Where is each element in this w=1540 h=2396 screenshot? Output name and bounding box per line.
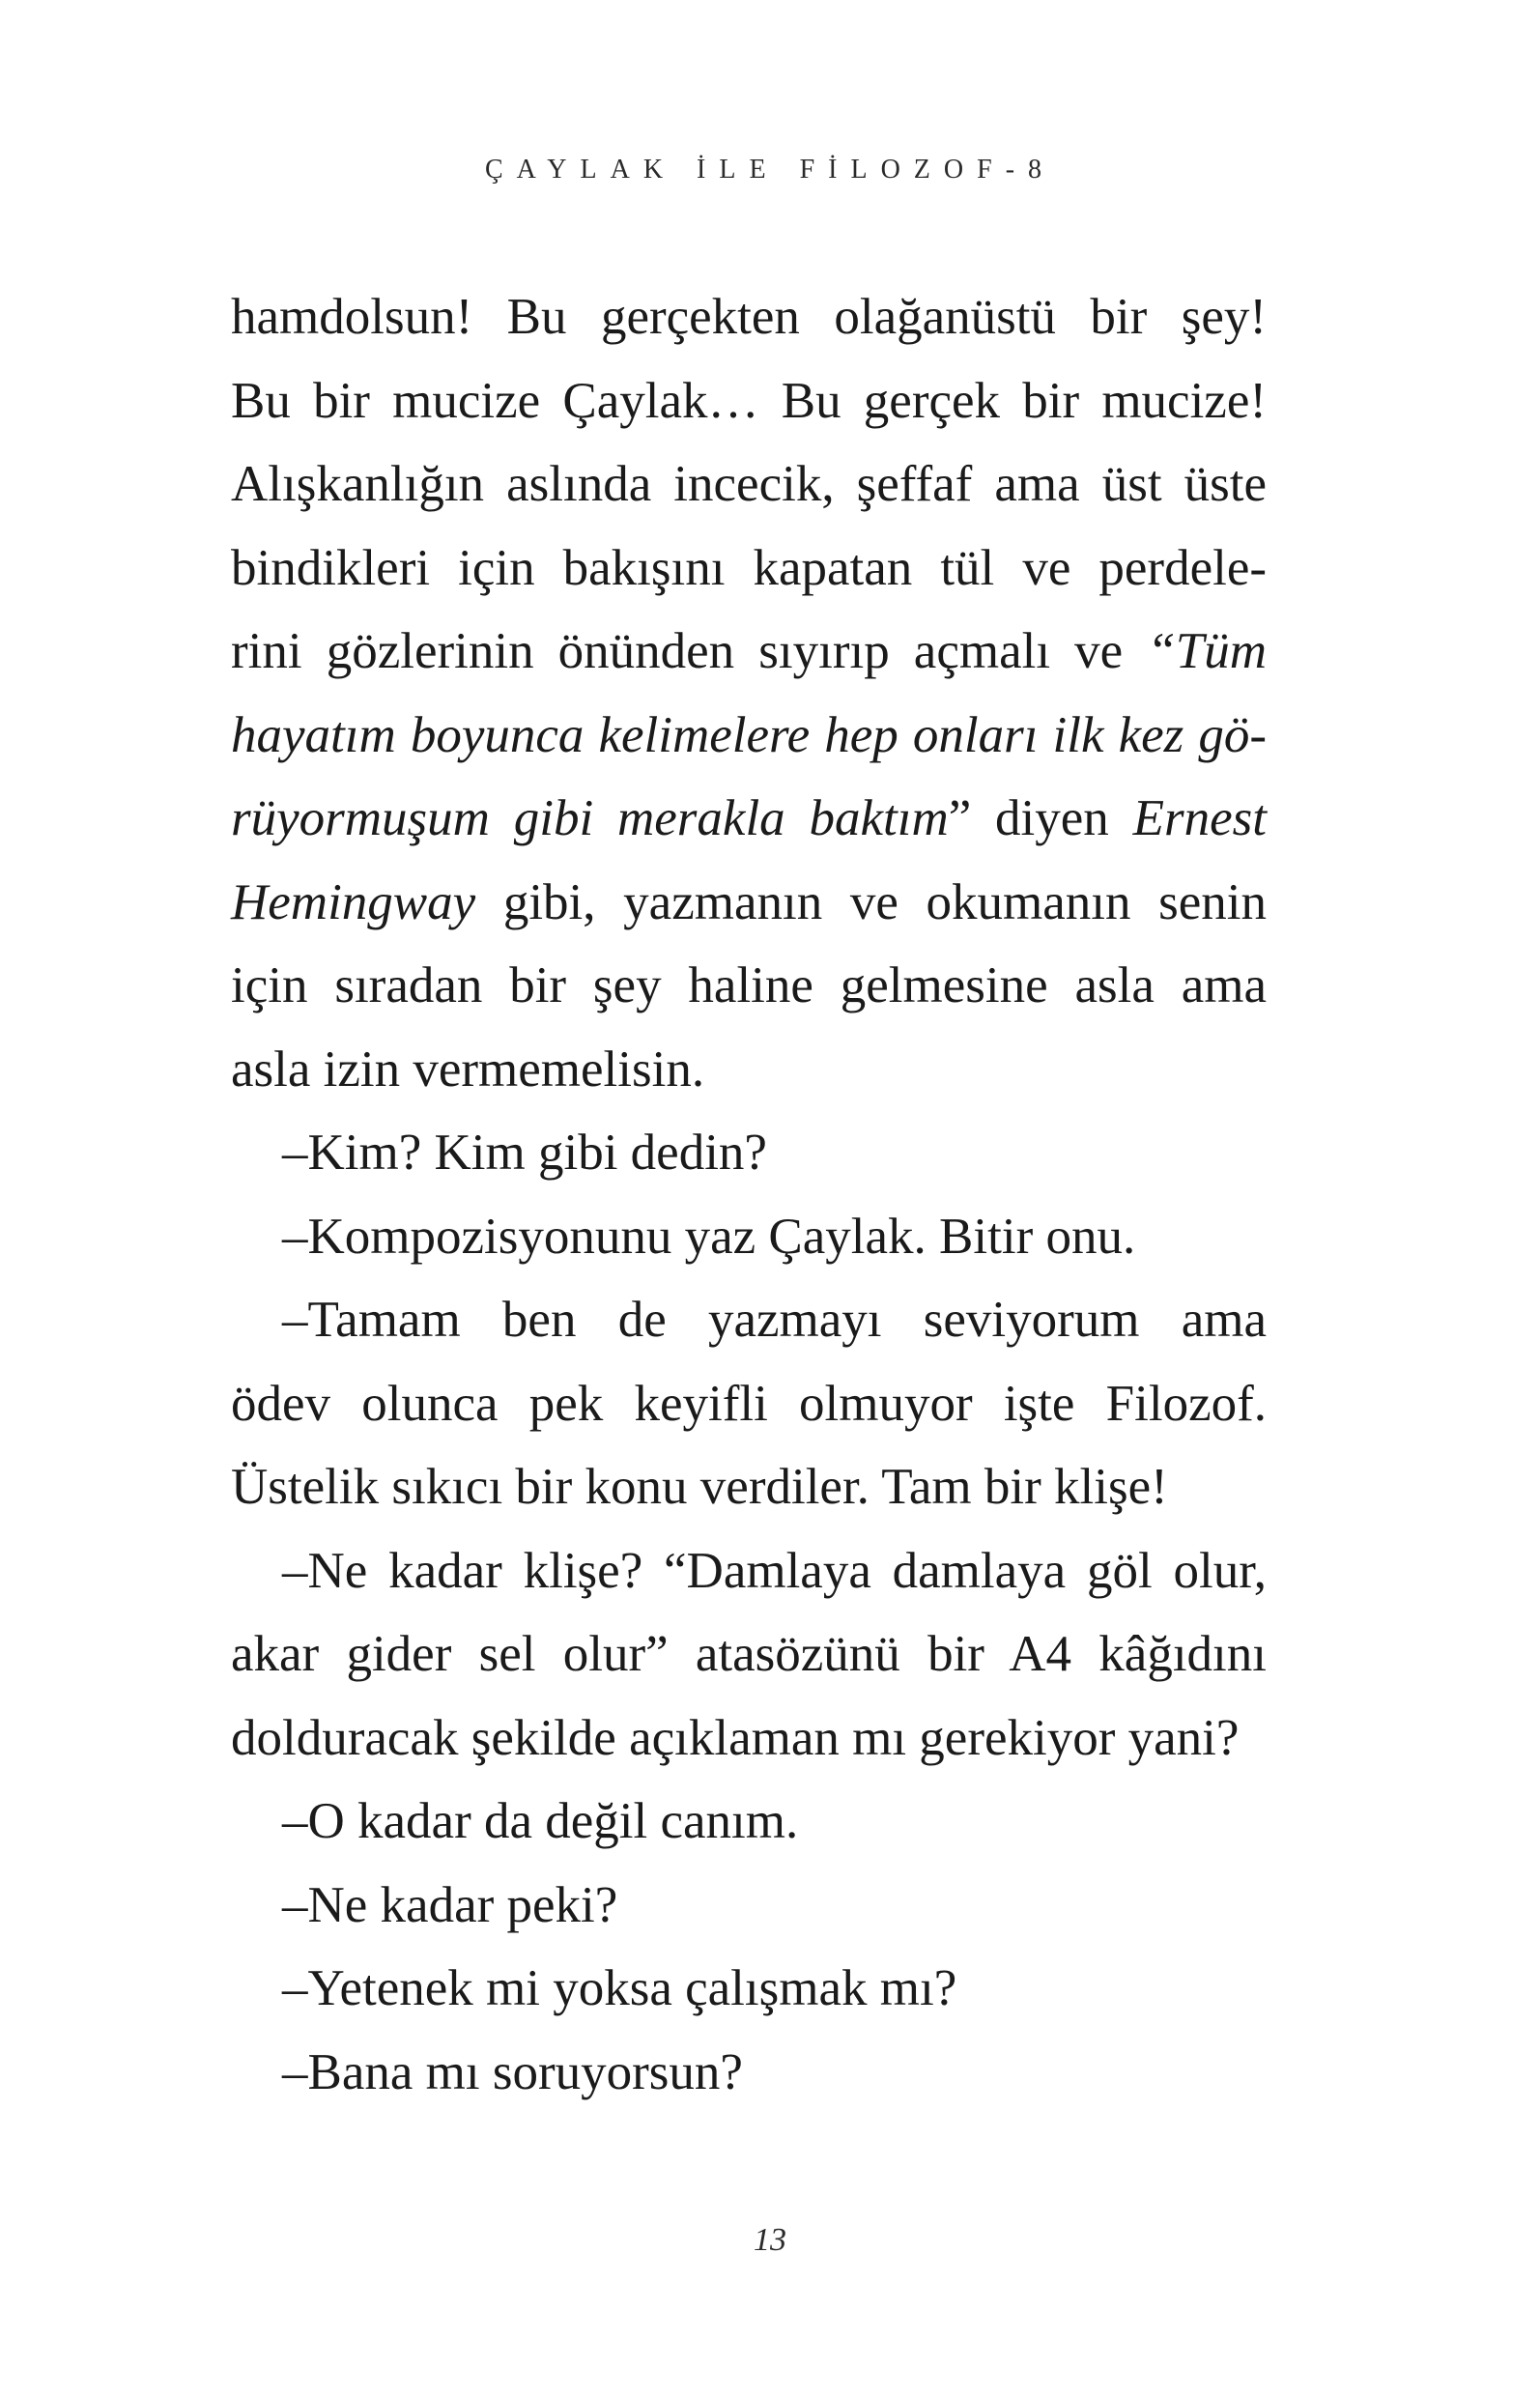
text-line: rüyormuşum gibi merakla baktım” diyen Ernest [231,790,1267,846]
text-line [231,694,1267,778]
dialogue-line: –Bana mı soruyorsun? [282,2043,743,2100]
italic-quote: “Tüm [1147,623,1267,679]
italic-quote: hayatım boyunca kelimelere hep onları ilk kez gö- [231,706,1267,763]
text-line: için sıradan bir şey haline gelmesine asla ama [231,957,1267,1013]
text-line: Bu bir mucize Çaylak… Bu gerçek bir mucize! [231,372,1267,429]
dialogue-line: –Kompozisyonunu yaz Çaylak. Bitir onu. [282,1208,1136,1265]
dialogue-line: –O kadar da değil canım. [282,1793,799,1849]
text-line: bindikleri için bakışını kapatan tül ve perdele- [231,539,1267,596]
italic-author-name: Ernest [1132,790,1267,846]
italic-quote: rüyormuşum gibi merakla baktım [231,790,949,846]
dialogue-line: –Tamam ben de yazmayı seviyorum ama [282,1292,1267,1348]
page-number: 13 [754,2222,786,2258]
dialogue-line: –Kim? Kim gibi dedin? [282,1125,767,1181]
text-line: ödev olunca pek keyifli olmuyor işte Filozof. [231,1375,1267,1432]
dialogue-line: –Ne kadar klişe? “Damlaya damlaya göl olur, [282,1542,1267,1599]
text-line: Alışkanlığın aslında incecik, şeffaf ama üst üste [231,456,1267,512]
text-line: dolduracak şekilde açıklaman mı gerekiyor yani? [231,1709,1240,1766]
text-line: asla izin vermemelisin. [231,1041,705,1098]
dialogue-line: –Yetenek mi yoksa çalışmak mı? [282,1960,957,2016]
text-line: hamdolsun! Bu gerçekten olağanüstü bir şey! [231,289,1267,345]
italic-author-name: Hemingway [231,873,476,930]
text-line: Üstelik sıkıcı bir konu verdiler. Tam bir klişe! [231,1459,1168,1515]
running-head: ÇAYLAK İLE FİLOZOF-8 [484,155,1056,185]
text-line: Hemingway gibi, yazmanın ve okumanın senin [231,873,1267,930]
body-text [231,275,1267,2114]
text-line: akar gider sel olur” atasözünü bir A4 kâğıdını [231,1626,1267,1682]
text-line: rini gözlerinin önünden sıyırıp açmalı ve “Tüm [231,623,1267,679]
dialogue-line: –Ne kadar peki? [282,1876,618,1933]
